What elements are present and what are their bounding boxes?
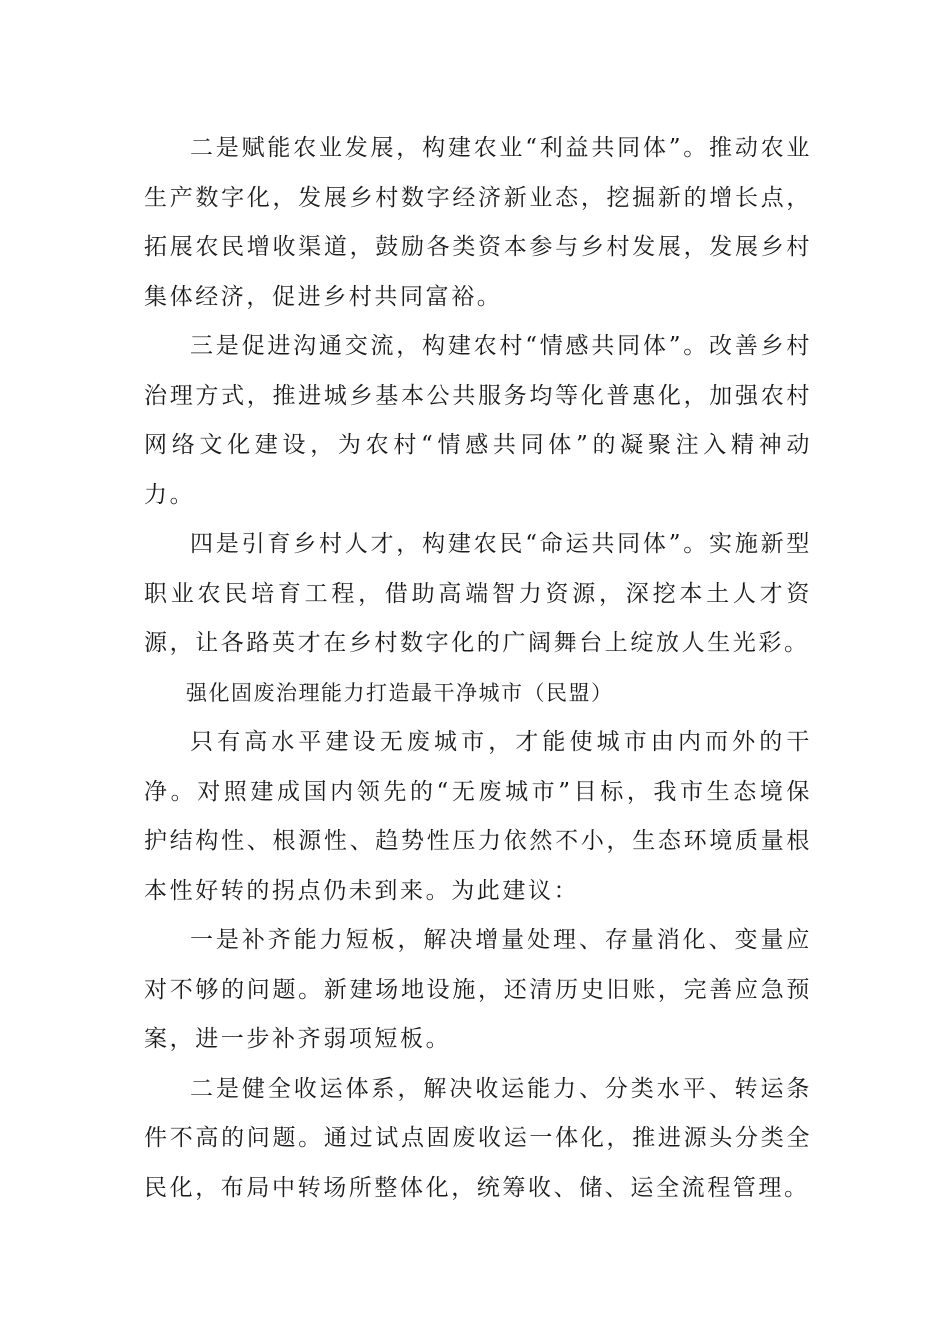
paragraph-rural-talent: 四是引育乡村人才，构建农民“命运共同体”。实施新型职业农民培育工程，借助高端智力资源，深挖本土人才资源，让各路英才在乡村数字化的广阔舞台上绽放人生光彩。 (144, 531, 812, 656)
paragraph-capacity-shortfall: 一是补齐能力短板，解决增量处理、存量消化、变量应对不够的问题。新建场地设施，还清历史旧账，完善应急预案，进一步补齐弱项短板。 (144, 927, 812, 1052)
paragraph-waste-free-city: 只有高水平建设无废城市，才能使城市由内而外的干净。对照建成国内领先的“无废城市”目标，我市生态境保护结构性、根源性、趋势性压力依然不小，生态环境质量根本性好转的拐点仍未到来。为此建议： (144, 729, 812, 904)
paragraph-communication-exchange: 三是促进沟通交流，构建农村“情感共同体”。改善乡村治理方式，推进城乡基本公共服务均等化普惠化，加强农村网络文化建设，为农村“情感共同体”的凝聚注入精神动力。 (144, 333, 812, 508)
document-body (144, 124, 812, 1213)
section-heading-solid-waste: 强化固废治理能力打造最干净城市（民盟） (186, 680, 614, 705)
paragraph-agriculture-development: 二是赋能农业发展，构建农业“利益共同体”。推动农业生产数字化，发展乡村数字经济新业态，挖掘新的增长点，拓展农民增收渠道，鼓励各类资本参与乡村发展，发展乡村集体经济，促进乡村共同富裕。 (144, 135, 812, 310)
paragraph-collection-system: 二是健全收运体系，解决收运能力、分类水平、转运条件不高的问题。通过试点固废收运一体化，推进源头分类全民化，布局中转场所整体化，统筹收、储、运全流程管理。 (144, 1075, 812, 1201)
